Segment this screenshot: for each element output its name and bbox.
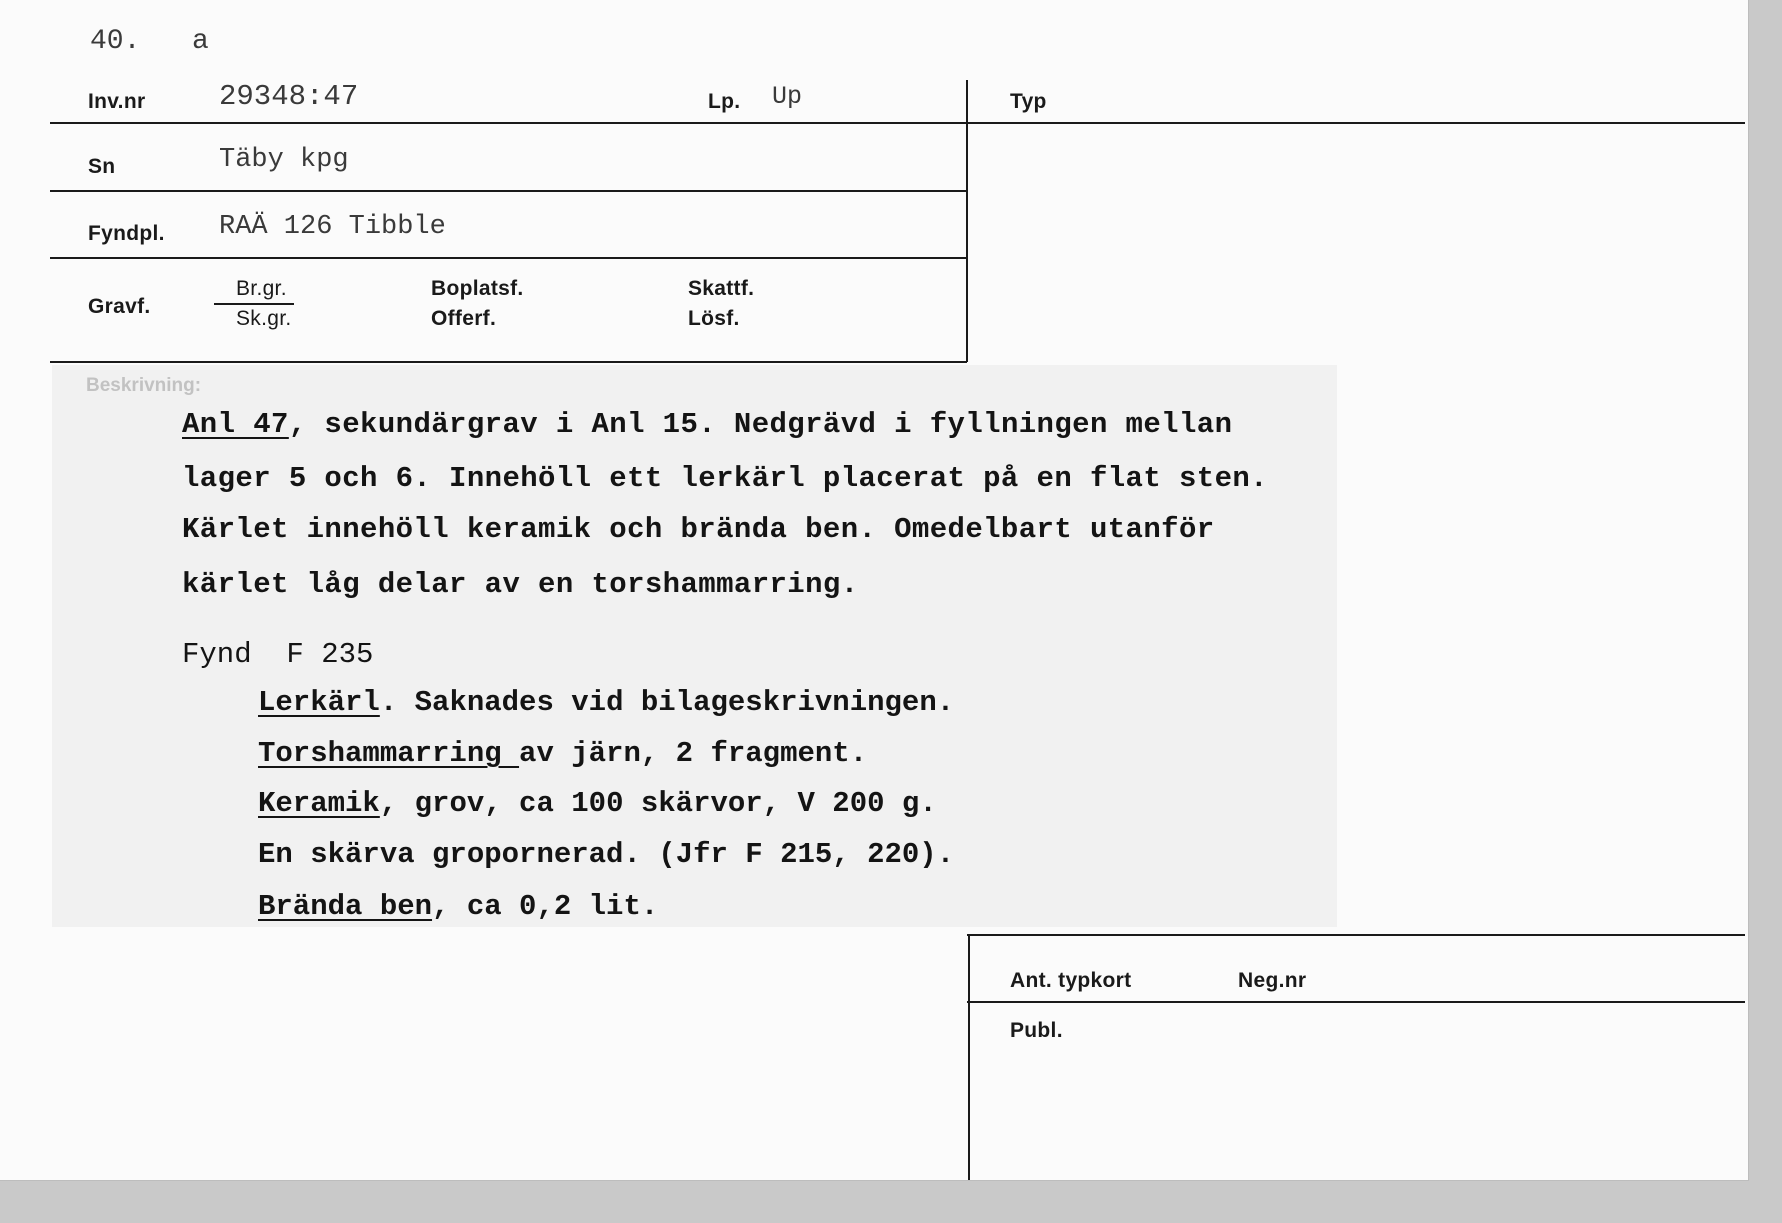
find-item-rest: , grov, ca 100 skärvor, V 200 g. (379, 787, 937, 820)
typ-label: Typ (1010, 90, 1047, 113)
brgr-label: Br.gr. (236, 277, 287, 300)
skgr-label: Sk.gr. (236, 307, 292, 330)
card-suffix: a (192, 26, 209, 57)
find-item-name: Keramik (258, 787, 380, 820)
rule-fyndpl (50, 257, 967, 259)
description-line-2: lager 5 och 6. Innehöll ett lerkärl placerat på en flat sten. (182, 462, 1268, 495)
sn-label: Sn (88, 155, 116, 178)
find-item (258, 890, 658, 923)
lp-value: Up (772, 82, 803, 111)
fyndpl-value: RAÄ 126 Tibble (219, 212, 446, 242)
find-item-rest: En skärva gropornerad. (Jfr F 215, 220). (258, 838, 955, 871)
find-item (258, 737, 867, 770)
find-item-name: Lerkärl (258, 686, 380, 719)
beskrivning-label: Beskrivning: (86, 375, 202, 396)
inv-value: 29348:47 (219, 80, 359, 113)
rule-typ (967, 122, 1745, 124)
find-item-rest: , ca 0,2 lit. (432, 890, 659, 923)
sn-value: Täby kpg (219, 145, 349, 175)
divider-top (966, 80, 968, 362)
rule-ant-typkort (967, 1001, 1745, 1003)
offerf-label: Offerf. (431, 307, 497, 330)
find-item (258, 838, 954, 871)
finds-header: Fynd F 235 (182, 638, 374, 671)
negnr-label: Neg.nr (1238, 969, 1307, 992)
lp-label: Lp. (708, 90, 741, 113)
rule-gravf (50, 361, 967, 363)
gravf-fraction-bar (214, 303, 294, 305)
description-line-4: kärlet låg delar av en torshammarring. (182, 568, 859, 601)
find-item (258, 787, 937, 820)
divider-bottom (968, 934, 970, 1180)
rule-sn (50, 190, 967, 192)
find-item-name: Torshammarring (258, 737, 520, 770)
ant-typkort-label: Ant. typkort (1010, 969, 1132, 992)
description-lead: Anl 47 (182, 408, 289, 441)
publ-label: Publ. (1010, 1019, 1063, 1042)
gravf-label: Gravf. (88, 295, 151, 318)
description-line-3: Kärlet innehöll keramik och brända ben. Omedelbart utanför (182, 513, 1215, 546)
card-number: 40. (90, 26, 141, 57)
find-item-name: Brända ben (258, 890, 433, 923)
rule-bottom-box (967, 934, 1745, 936)
losf-label: Lösf. (688, 307, 740, 330)
boplatsf-label: Boplatsf. (431, 277, 524, 300)
skattf-label: Skattf. (688, 277, 755, 300)
rule-inv (50, 122, 967, 124)
find-item (258, 686, 954, 719)
inv-label: Inv.nr (88, 90, 146, 113)
find-item-rest: . Saknades vid bilageskrivningen. (379, 686, 955, 719)
description-line-1 (182, 408, 1232, 441)
description-line-1-rest: , sekundärgrav i Anl 15. Nedgrävd i fyllningen mellan (288, 408, 1233, 441)
fyndpl-label: Fyndpl. (88, 222, 165, 245)
find-item-rest: av järn, 2 fragment. (519, 737, 868, 770)
